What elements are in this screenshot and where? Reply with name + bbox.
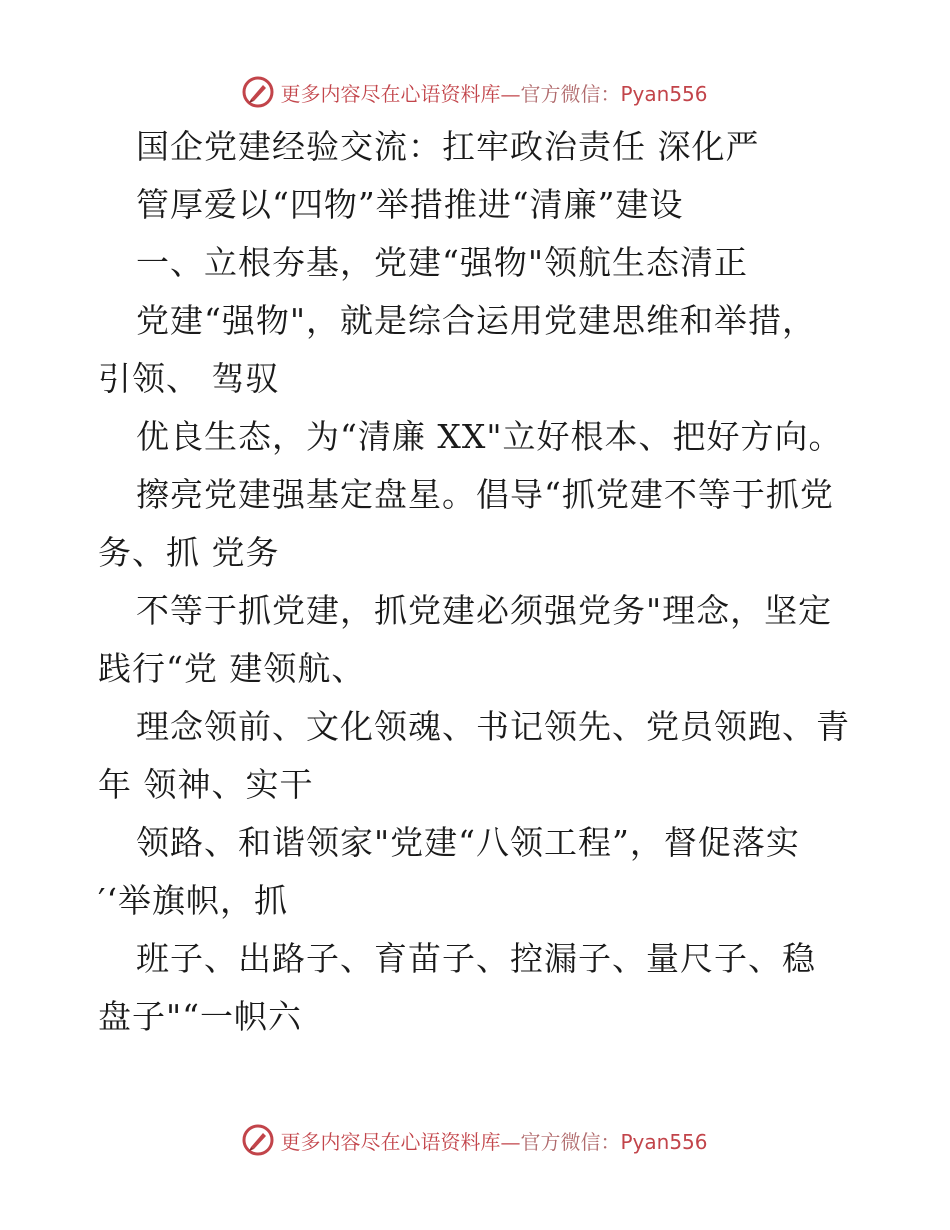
watermark-account: Pyan556 [620,1129,708,1154]
text-line: 擦亮党建强基定盘星。倡导“抓党建不等于抓党 [136,475,834,514]
text-line: 党建“强物"，就是综合运用党建思维和举措， [136,301,817,340]
watermark-dash: — [500,81,521,106]
footer-watermark [0,1120,950,1160]
text-line: 务、抓 党务 [98,533,280,572]
watermark-account: Pyan556 [620,81,708,106]
document-body [98,118,858,1046]
watermark-brand: 更多内容尽在心语资料库 [280,81,501,106]
watermark-dash: — [500,1129,521,1154]
text-line: ′‘举旗帜，抓 [98,881,288,920]
text-line: 一、立根夯基，党建“强物"领航生态清正 [136,243,749,282]
text-line: 引领、 驾驭 [98,359,280,398]
text-line: 年 领神、实干 [98,765,314,804]
watermark-brand: 更多内容尽在心语资料库 [280,1129,501,1154]
watermark-label: 官方微信： [520,81,621,106]
text-line: 不等于抓党建，抓党建必须强党务"理念，坚定 [136,591,833,630]
pen-logo-icon [242,1124,274,1156]
text-line: 理念领前、文化领魂、书记领先、党员领跑、青 [136,707,850,746]
pen-logo-icon [242,76,274,108]
text-line: 优良生态，为“清廉 XX"立好根本、把好方向。 [136,417,843,456]
text-line: 管厚爱以“四物”举措推进“清廉”建设 [136,185,684,224]
text-line: 盘子"“一帜六 [98,997,303,1036]
header-watermark [0,72,950,112]
text-line: 领路、和谐领家"党建“八领工程”，督促落实 [136,823,800,862]
text-line: 国企党建经验交流：扛牢政治责任 深化严 [136,127,760,166]
text-line: 践行“党 建领航、 [98,649,366,688]
text-line: 班子、出路子、育苗子、控漏子、量尺子、稳 [136,939,816,978]
watermark-label: 官方微信： [520,1129,621,1154]
